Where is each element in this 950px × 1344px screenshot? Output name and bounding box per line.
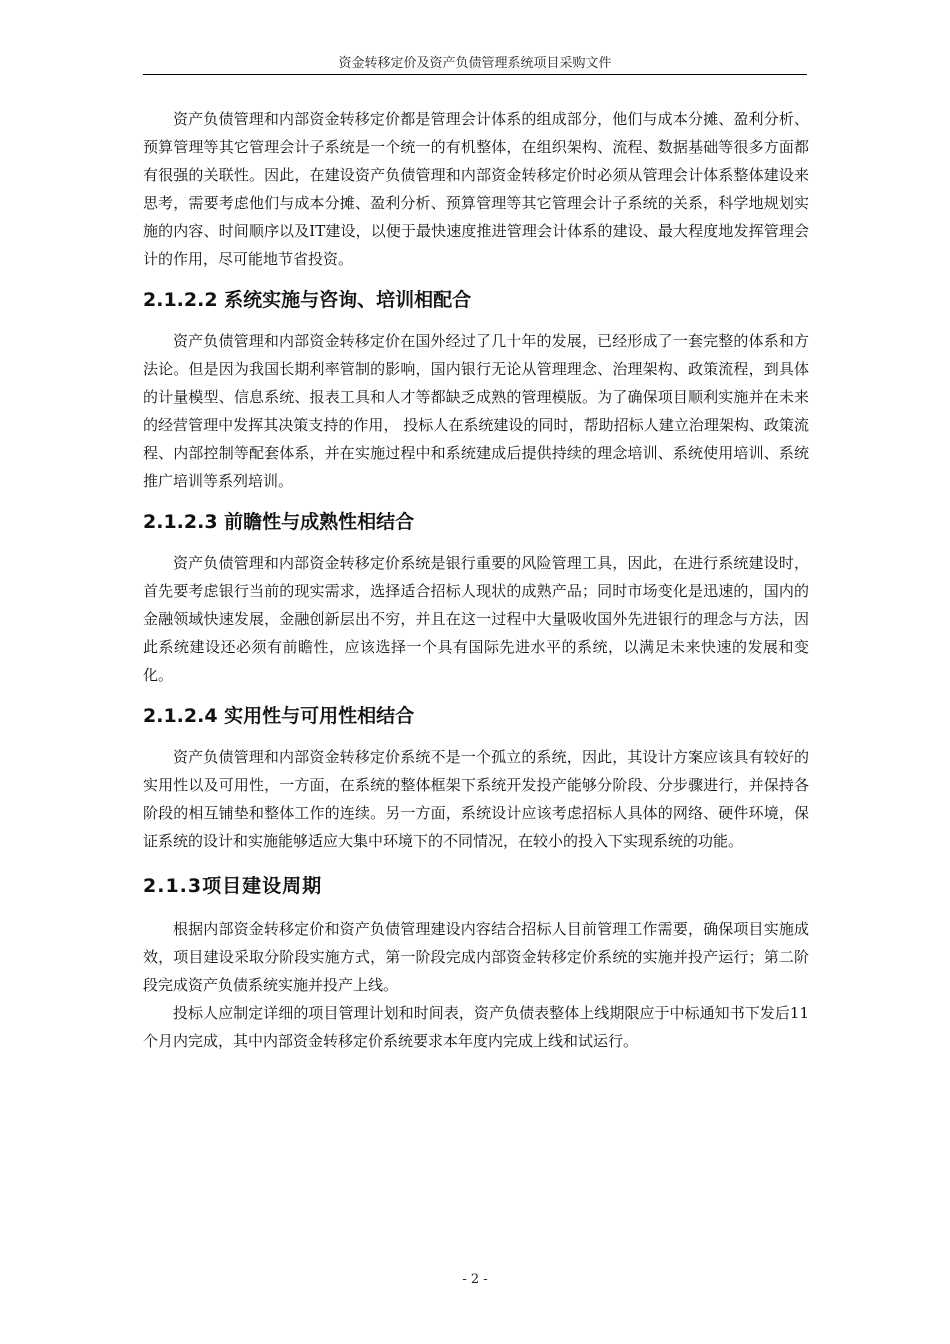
section-heading-2-1-2-3: 2.1.2.3 前瞻性与成熟性相结合: [143, 511, 415, 533]
page-header-title: 资金转移定价及资产负债管理系统项目采购文件: [338, 56, 612, 71]
section-heading-2-1-2-2: 2.1.2.2 系统实施与咨询、培训相配合: [143, 289, 472, 311]
intro-paragraph: 资产负债管理和内部资金转移定价都是管理会计体系的组成部分，他们与成本分摊、盈利分析、预算管理等其它管理会计子系统是一个统一的有机整体，在组织架构、流程、数据基础等很多方面都有很强的关联性。因此，在建设资产负债管理和内部资金转移定价时必须从管理会计体系整体建设来思考，需要考虑他们与成本分摊、盈利分析、预算管理等其它管理会计子系统的关系，科学地规划实施的内容、时间顺序以及IT建设，以便于最快速度推进管理会计体系的建设、最大程度地发挥管理会计的作用，尽可能地节省投资。: [143, 110, 809, 268]
section-paragraph-2-1-3-first: 根据内部资金转移定价和资产负债管理建设内容结合招标人目前管理工作需要，确保项目实施成效，项目建设采取分阶段实施方式，第一阶段完成内部资金转移定价系统的实施并投产运行；第二阶段完成资产负债系统实施并投产上线。: [143, 920, 809, 994]
section-heading-2-1-3: 2.1.3项目建设周期: [143, 875, 323, 897]
header-divider: [143, 74, 807, 75]
section-paragraph-2-1-3-second: 投标人应制定详细的项目管理计划和时间表，资产负债表整体上线期限应于中标通知书下发后11个月内完成，其中内部资金转移定价系统要求本年度内完成上线和试运行。: [143, 1004, 809, 1050]
page-number: - 2 -: [462, 1272, 488, 1287]
section-heading-2-1-2-4: 2.1.2.4 实用性与可用性相结合: [143, 705, 415, 727]
document-body: [143, 105, 809, 1055]
section-paragraph-2-1-2-3: 资产负债管理和内部资金转移定价系统是银行重要的风险管理工具，因此，在进行系统建设时，首先要考虑银行当前的现实需求，选择适合招标人现状的成熟产品；同时市场变化是迅速的，国内的金融领域快速发展，金融创新层出不穷，并且在这一过程中大量吸收国外先进银行的理念与方法，因此系统建设还必须有前瞻性，应该选择一个具有国际先进水平的系统，以满足未来快速的发展和变化。: [143, 554, 809, 684]
section-paragraph-2-1-2-4: 资产负债管理和内部资金转移定价系统不是一个孤立的系统，因此，其设计方案应该具有较好的实用性以及可用性，一方面，在系统的整体框架下系统开发投产能够分阶段、分步骤进行，并保持各阶段的相互铺垫和整体工作的连续。另一方面，系统设计应该考虑招标人具体的网络、硬件环境，保证系统的设计和实施能够适应大集中环境下的不同情况，在较小的投入下实现系统的功能。: [143, 748, 809, 850]
section-paragraph-2-1-2-2: 资产负债管理和内部资金转移定价在国外经过了几十年的发展，已经形成了一套完整的体系和方法论。但是因为我国长期利率管制的影响，国内银行无论从管理理念、治理架构、政策流程，到具体的计量模型、信息系统、报表工具和人才等都缺乏成熟的管理模版。为了确保项目顺利实施并在未来的经营管理中发挥其决策支持的作用， 投标人在系统建设的同时，帮助招标人建立治理架构、政策流程、内部控制等配套体系，并在实施过程中和系统建成后提供持续的理念培训、系统使用培训、系统推广培训等系列培训。: [143, 332, 809, 490]
